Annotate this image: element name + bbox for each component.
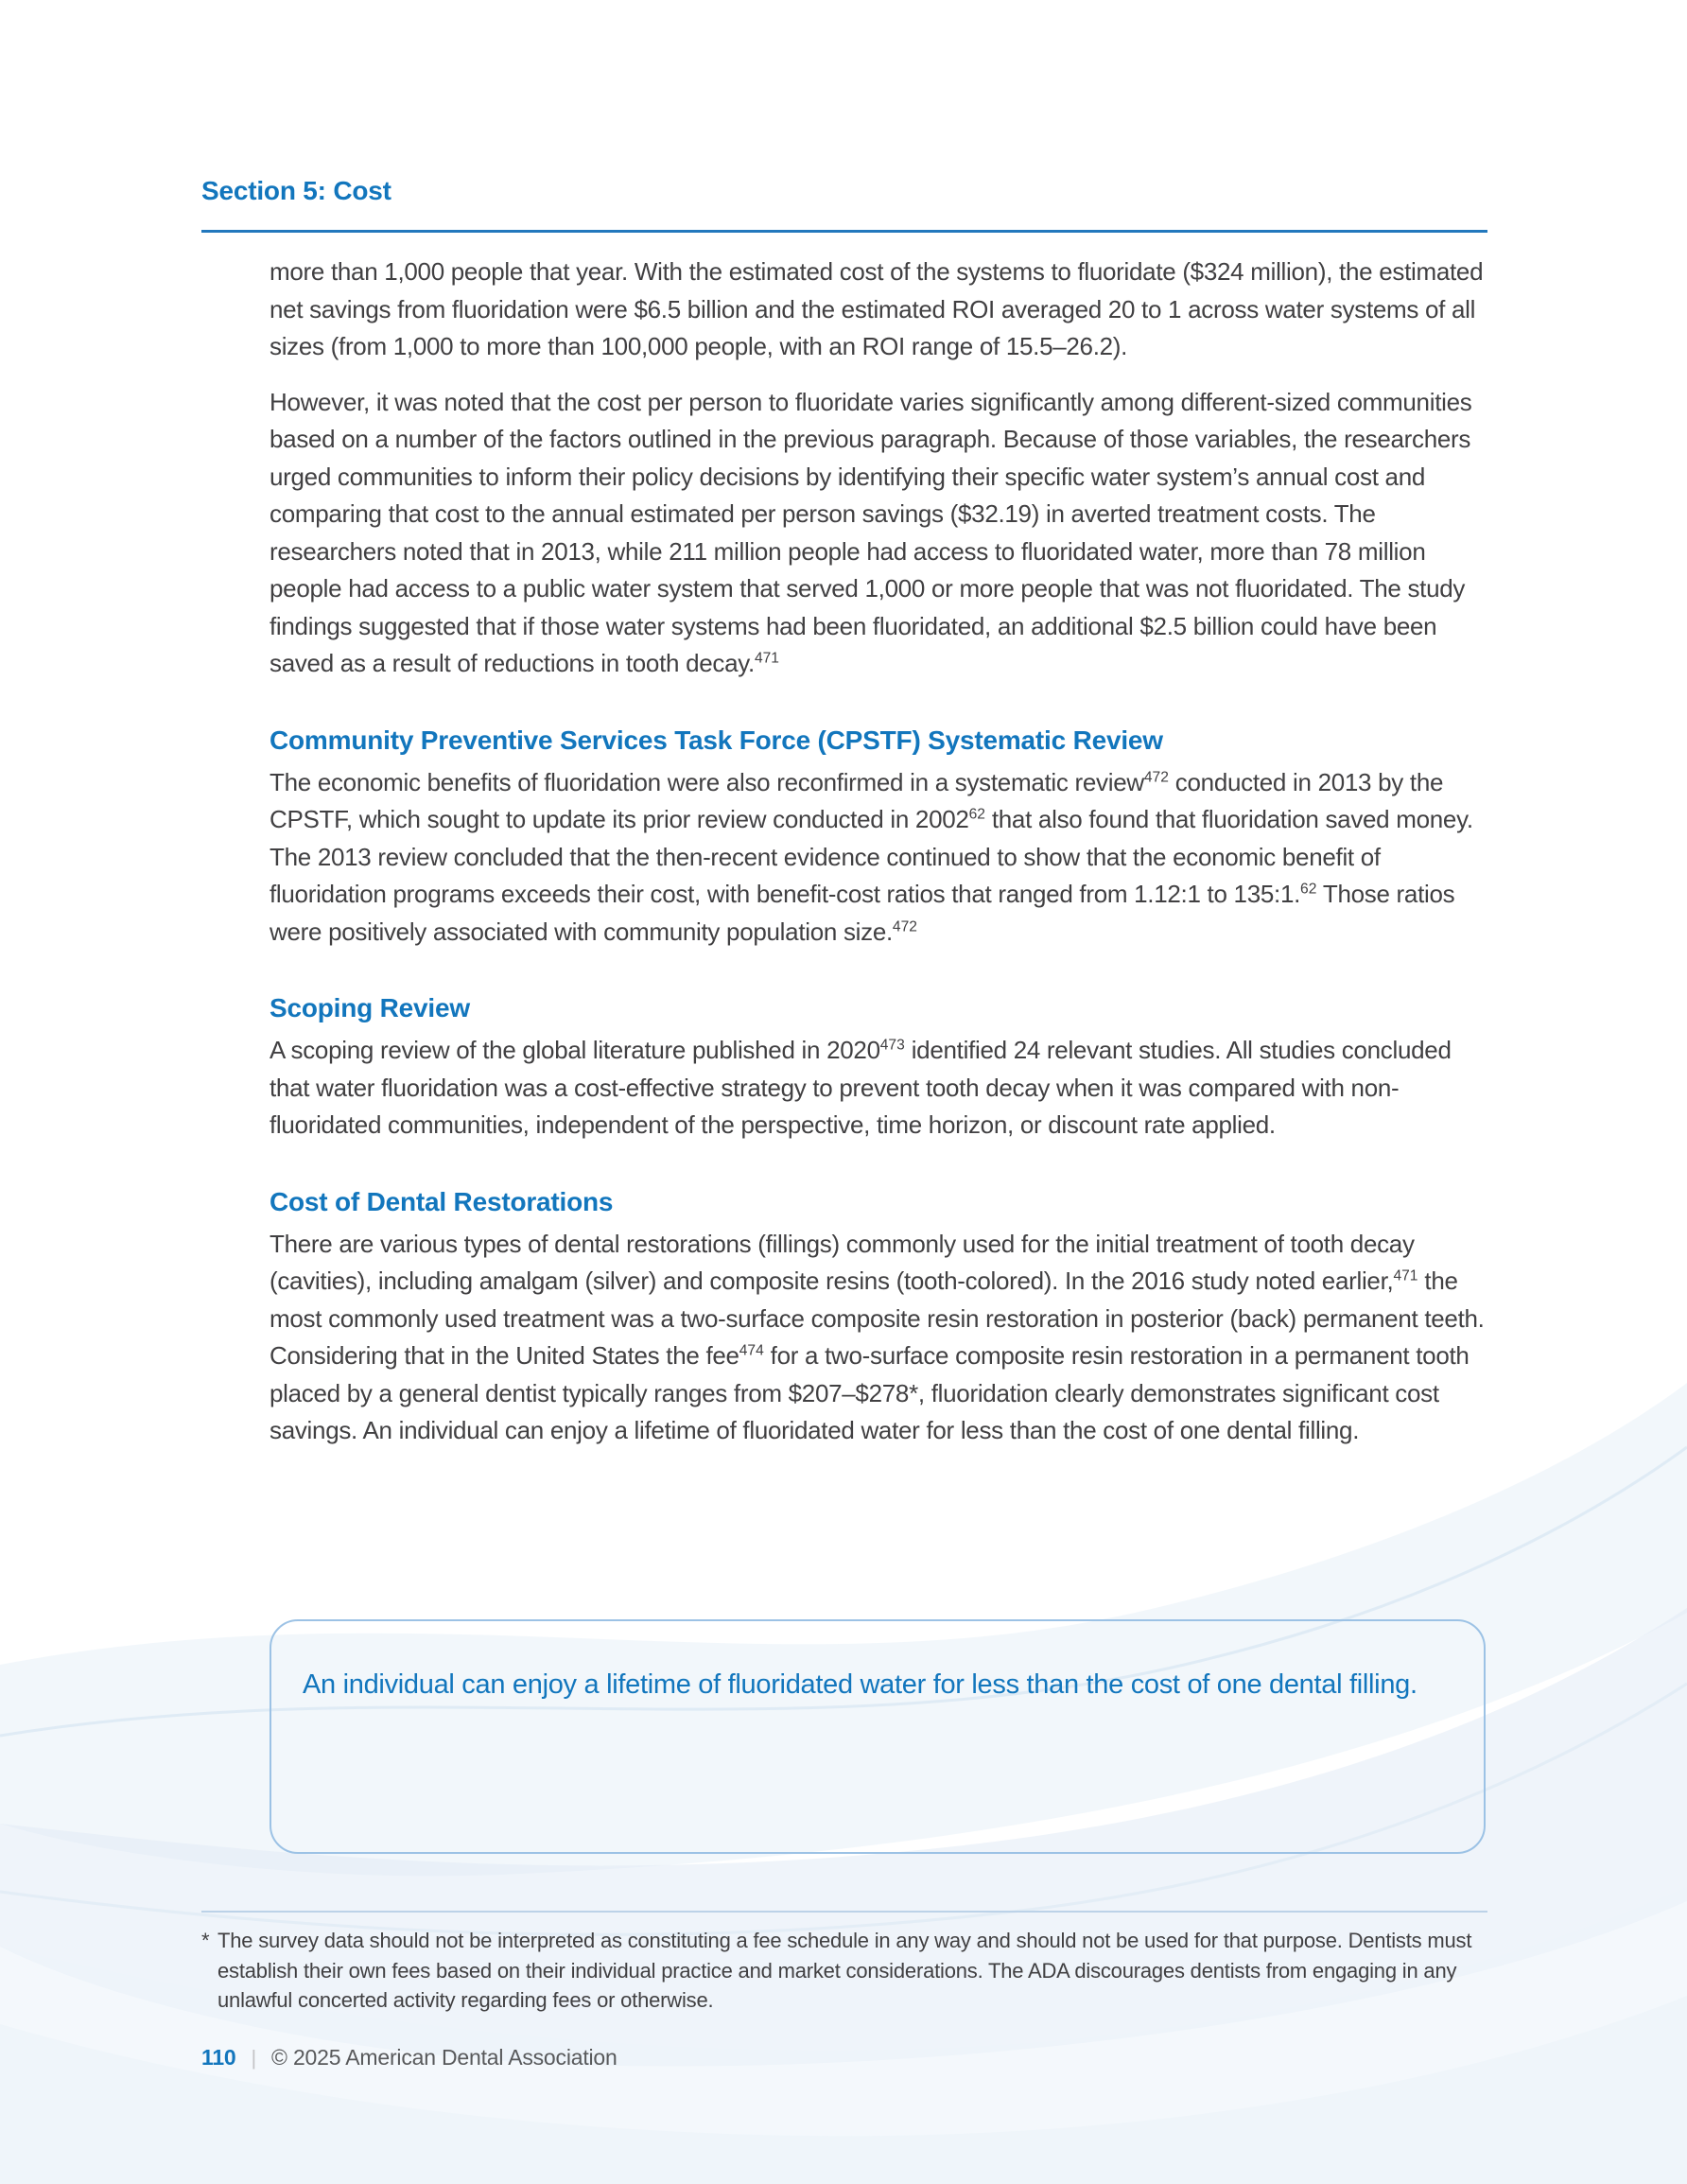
heading-scoping-review: Scoping Review [270, 993, 470, 1022]
paragraph-cpstf-review: The economic benefits of fluoridation were also reconfirmed in a systematic review$^{472}$ conducted in 2013 by the CPSTF, which sought to update its prior review conducted in 2002$^{62}$ that also found that fluoridation saved money. The 2013 review concluded that the then-recent evidence continued to show that the economic benefit of fluoridation programs exceeds their cost, with benefit-cost ratios that ranged from 1.12:1 to 135:1.62 Those ratios were positively associated with community population size.$^{472}$ [270, 767, 1473, 946]
heading-cpstf-review: Community Preventive Services Task Force (CPSTF) Systematic Review [270, 725, 1163, 755]
body-column [270, 253, 1489, 1468]
footnote [201, 1926, 1487, 2016]
page-footer [201, 2045, 617, 2070]
footnote-rule [201, 1911, 1487, 1913]
heading-cost-of-dental-restorations: Cost of Dental Restorations [270, 1186, 614, 1216]
callout-text: An individual can enjoy a lifetime of fluoridated water for less than the cost of one dental filling. [303, 1669, 1417, 1700]
callout-box [270, 1619, 1486, 1854]
paragraph-roi: more than 1,000 people that year. With the estimated cost of the systems to fluoridate ($324 million), the estimated net savings from fluoridation were $6.5 billion and the estimated ROI averaged 20 to 1 across water systems of all sizes (from 1,000 to more than 100,000 people, with an ROI range of 15.5–26.2). [270, 257, 1484, 360]
paragraph-dental-restorations: There are various types of dental restorations (fillings) commonly used for the initial treatment of tooth decay (cavities), including amalgam (silver) and composite resins (tooth-colored). In the 2016 study noted earlier,$^{471}$ the most commonly used treatment was a two-surface composite resin restoration in posterior (back) permanent teeth. Considering that in the United States the fee$^{474}$ for a two-surface composite resin restoration in a permanent tooth placed by a general dentist typically ranges from $207–$278*, fluoridation clearly demonstrates significant cost savings. An individual can enjoy a lifetime of fluoridated water for less than the cost of one dental filling. [270, 1229, 1485, 1444]
section-header: Section 5: Cost [201, 176, 391, 205]
footnote-text: The survey data should not be interpreted as constituting a fee schedule in any way and should not be used for that purpose. Dentists must establish their own fees based on their individual practice and market considerations. The ADA discourages dentists from engaging in any unlawful concerted activity regarding fees or otherwise. [217, 1929, 1472, 2012]
footnote-asterisk: * [201, 1929, 210, 1952]
section-header-rule [201, 230, 1487, 233]
footer-separator: | [251, 2046, 257, 2070]
paragraph-cost-per-person: However, it was noted that the cost per person to fluoridate varies significantly among different-sized communities based on a number of the factors outlined in the previous paragraph. Because of those variables, the researchers urged communities to inform their policy decisions by identifying their specific water system’s annual cost and comparing that cost to the annual estimated per person savings ($32.19) in averted treatment costs. The researchers noted that in 2013, while 211 million people had access to fluoridated water, more than 78 million people had access to a public water system that served 1,000 or more people that was not fluoridated. The study findings suggested that if those water systems had been fluoridated, an additional $2.5 billion could have been saved as a result of reductions in tooth decay.$^{471}$ [270, 387, 1472, 677]
copyright-text: © 2025 American Dental Association [271, 2045, 617, 2070]
paragraph-scoping-review: A scoping review of the global literature published in 2020$^{473}$ identified 24 relevant studies. All studies concluded that water fluoridation was a cost-effective strategy to prevent tooth decay when it was compared with non-fluoridated communities, independent of the perspective, time horizon, or discount rate applied. [270, 1036, 1452, 1139]
page-number: 110 [201, 2045, 236, 2070]
